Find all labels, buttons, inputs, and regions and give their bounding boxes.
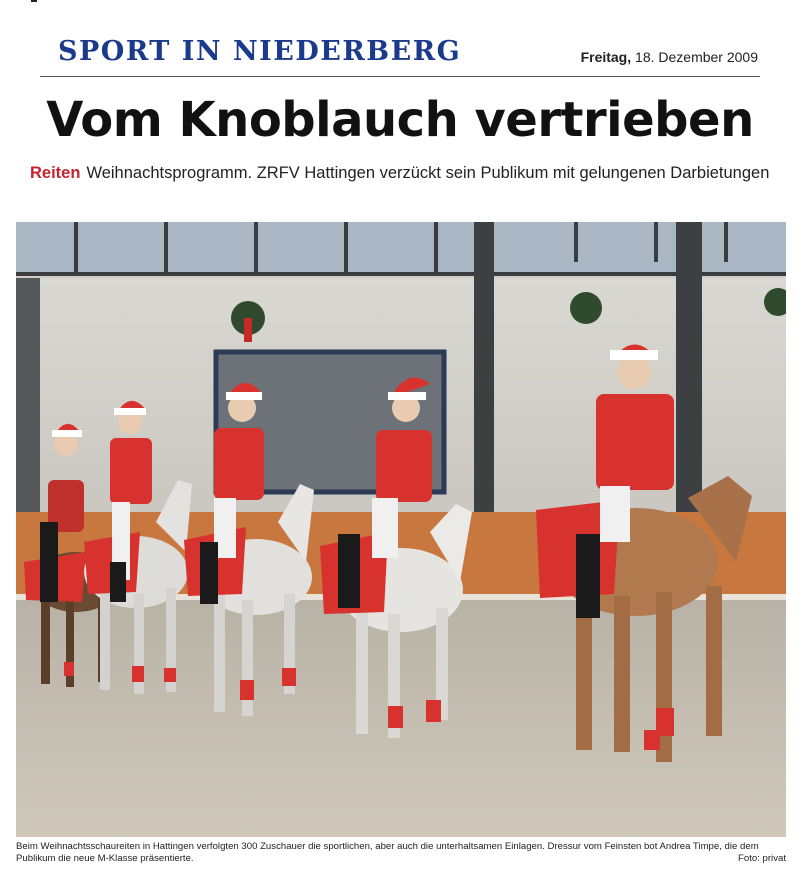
photo-caption: Beim Weihnachtsschaureiten in Hattingen verfolgten 300 Zuschauer die sportlichen, aber auch die unterhaltsamen Einlagen. Dressur vom Feinsten bot Andrea Timpe, die dem Publikum die neue M-Klasse präsentierte. bbox=[16, 841, 759, 864]
headline: Vom Knoblauch vertrieben bbox=[46, 92, 754, 148]
hall-pillar bbox=[474, 222, 494, 514]
wreath bbox=[570, 292, 602, 324]
subline-text: Weihnachtsprogramm. ZRFV Hattingen verzückt sein Publikum mit gelungenen Darbietungen bbox=[86, 164, 770, 182]
dateline bbox=[581, 49, 758, 65]
roof-windows bbox=[16, 222, 786, 274]
section-title: SPORT IN NIEDERBERG bbox=[58, 36, 462, 67]
riding-hall-photo bbox=[16, 222, 786, 837]
dateline-date: 18. Dezember 2009 bbox=[635, 49, 758, 65]
photo-credit: Foto: privat bbox=[738, 853, 786, 864]
subline bbox=[30, 164, 769, 183]
header-rule bbox=[40, 76, 760, 77]
article-photo bbox=[16, 222, 786, 837]
dateline-weekday: Freitag, bbox=[580, 49, 632, 65]
corner-mark bbox=[31, 0, 37, 2]
subline-kicker: Reiten bbox=[30, 164, 81, 182]
